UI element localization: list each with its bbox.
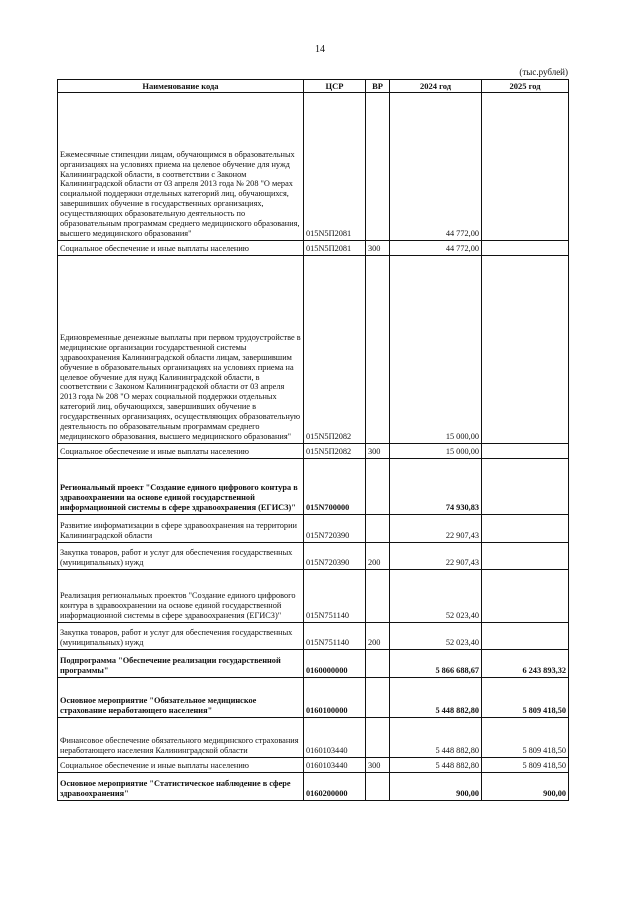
table-row bbox=[58, 570, 569, 623]
row-vr-cell: 200 bbox=[366, 623, 390, 650]
row-name-cell: Развитие информатизации в сфере здравоохранения на территории Калининградской области bbox=[58, 515, 304, 543]
row-name-cell: Социальное обеспечение и иные выплаты населению bbox=[58, 444, 304, 459]
row-name-cell: Закупка товаров, работ и услуг для обеспечения государственных (муниципальных) нужд bbox=[58, 623, 304, 650]
row-2025-cell bbox=[482, 623, 569, 650]
row-2024-cell: 22 907,43 bbox=[390, 515, 482, 543]
row-2024-cell: 74 930,83 bbox=[390, 459, 482, 515]
row-name-cell: Финансовое обеспечение обязательного медицинского страхования неработающего населения Калининградской области bbox=[58, 718, 304, 758]
table-row bbox=[58, 650, 569, 678]
row-vr-cell bbox=[366, 256, 390, 444]
row-2024-cell: 5 448 882,80 bbox=[390, 678, 482, 718]
row-name-cell: Реализация региональных проектов "Создание единого цифрового контура в здравоохранении на основе единой государственной информационной системы в сфере здравоохранения (ЕГИСЗ)" bbox=[58, 570, 304, 623]
row-2025-cell: 5 809 418,50 bbox=[482, 718, 569, 758]
table-header-row bbox=[58, 80, 569, 93]
row-2025-cell: 5 809 418,50 bbox=[482, 678, 569, 718]
row-2024-cell: 15 000,00 bbox=[390, 256, 482, 444]
row-2024-cell: 22 907,43 bbox=[390, 543, 482, 570]
header-2024: 2024 год bbox=[390, 80, 482, 93]
row-vr-cell bbox=[366, 459, 390, 515]
row-csr-cell: 015N5П2081 bbox=[304, 93, 366, 241]
header-name: Наименование кода bbox=[58, 80, 304, 93]
table-row bbox=[58, 543, 569, 570]
row-2025-cell: 5 809 418,50 bbox=[482, 758, 569, 773]
row-vr-cell bbox=[366, 515, 390, 543]
row-2025-cell bbox=[482, 256, 569, 444]
row-2025-cell bbox=[482, 241, 569, 256]
row-2025-cell bbox=[482, 93, 569, 241]
row-vr-cell: 300 bbox=[366, 758, 390, 773]
row-csr-cell: 015N720390 bbox=[304, 515, 366, 543]
row-2024-cell: 52 023,40 bbox=[390, 623, 482, 650]
row-name-cell: Основное мероприятие "Обязательное медицинское страхование неработающего населения" bbox=[58, 678, 304, 718]
row-2025-cell: 6 243 893,32 bbox=[482, 650, 569, 678]
page-number: 14 bbox=[315, 44, 325, 55]
row-name-cell: Социальное обеспечение и иные выплаты населению bbox=[58, 758, 304, 773]
row-csr-cell: 015N751140 bbox=[304, 623, 366, 650]
row-csr-cell: 015N751140 bbox=[304, 570, 366, 623]
row-csr-cell: 0160103440 bbox=[304, 758, 366, 773]
row-2025-cell: 900,00 bbox=[482, 773, 569, 801]
row-2024-cell: 900,00 bbox=[390, 773, 482, 801]
table-row bbox=[58, 678, 569, 718]
budget-table bbox=[57, 79, 569, 801]
table-row bbox=[58, 459, 569, 515]
row-name-cell: Подпрограмма "Обеспечение реализации государственной программы" bbox=[58, 650, 304, 678]
row-csr-cell: 015N700000 bbox=[304, 459, 366, 515]
row-vr-cell: 200 bbox=[366, 543, 390, 570]
row-csr-cell: 0160103440 bbox=[304, 718, 366, 758]
row-2025-cell bbox=[482, 515, 569, 543]
table-row bbox=[58, 515, 569, 543]
row-2025-cell bbox=[482, 444, 569, 459]
header-2025: 2025 год bbox=[482, 80, 569, 93]
table-row bbox=[58, 444, 569, 459]
table-body bbox=[58, 93, 569, 801]
table-row bbox=[58, 623, 569, 650]
row-name-cell: Закупка товаров, работ и услуг для обеспечения государственных (муниципальных) нужд bbox=[58, 543, 304, 570]
row-vr-cell bbox=[366, 570, 390, 623]
row-2024-cell: 5 448 882,80 bbox=[390, 758, 482, 773]
row-2024-cell: 44 772,00 bbox=[390, 93, 482, 241]
header-csr: ЦСР bbox=[304, 80, 366, 93]
row-csr-cell: 0160100000 bbox=[304, 678, 366, 718]
row-vr-cell bbox=[366, 718, 390, 758]
row-2025-cell bbox=[482, 543, 569, 570]
row-csr-cell: 015N720390 bbox=[304, 543, 366, 570]
table-row bbox=[58, 256, 569, 444]
header-vr: ВР bbox=[366, 80, 390, 93]
row-name-cell: Ежемесячные стипендии лицам, обучающимся в образовательных организациях на условиях приема на целевое обучение для нужд Калининградской области, в соответствии с Законом Калининградской области от 03 апреля 2013 года № 208 "О мерах социальной поддержки отдельных категорий лиц, обучающихся, завершивших обучение в государственных организациях, осуществляющих образовательную деятельность по образовательным программам среднего медицинского образования, высшего медицинского образования" bbox=[58, 93, 304, 241]
row-name-cell: Основное мероприятие "Статистическое наблюдение в сфере здравоохранения" bbox=[58, 773, 304, 801]
row-2024-cell: 5 448 882,80 bbox=[390, 718, 482, 758]
row-csr-cell: 0160200000 bbox=[304, 773, 366, 801]
row-name-cell: Единовременные денежные выплаты при первом трудоустройстве в медицинские организации государственной системы здравоохранения Калининградской области лицам, завершившим обучение в образовательных организациях на условиях приема на целевое обучение для нужд Калининградской области, в соответствии с Законом Калининградской области от 03 апреля 2013 года № 208 "О мерах социальной поддержки отдельных категорий лиц, обучающихся, завершивших обучение в государственных организациях, осуществляющих образовательную деятельность по образовательным программам среднего медицинского образования, высшего медицинского образования" bbox=[58, 256, 304, 444]
units-label: (тыс.рублей) bbox=[519, 67, 568, 77]
row-2024-cell: 52 023,40 bbox=[390, 570, 482, 623]
row-csr-cell: 015N5П2082 bbox=[304, 444, 366, 459]
row-vr-cell bbox=[366, 678, 390, 718]
row-csr-cell: 015N5П2082 bbox=[304, 256, 366, 444]
row-vr-cell: 300 bbox=[366, 241, 390, 256]
table-row bbox=[58, 773, 569, 801]
row-name-cell: Социальное обеспечение и иные выплаты населению bbox=[58, 241, 304, 256]
row-2024-cell: 44 772,00 bbox=[390, 241, 482, 256]
row-name-cell: Региональный проект "Создание единого цифрового контура в здравоохранении на основе единой государственной информационной системы в сфере здравоохранения (ЕГИСЗ)" bbox=[58, 459, 304, 515]
table-row bbox=[58, 718, 569, 758]
row-2025-cell bbox=[482, 570, 569, 623]
row-vr-cell bbox=[366, 773, 390, 801]
row-csr-cell: 015N5П2081 bbox=[304, 241, 366, 256]
table-row bbox=[58, 241, 569, 256]
row-vr-cell bbox=[366, 93, 390, 241]
row-vr-cell: 300 bbox=[366, 444, 390, 459]
row-2024-cell: 5 866 688,67 bbox=[390, 650, 482, 678]
row-vr-cell bbox=[366, 650, 390, 678]
table-row bbox=[58, 93, 569, 241]
row-2024-cell: 15 000,00 bbox=[390, 444, 482, 459]
row-csr-cell: 0160000000 bbox=[304, 650, 366, 678]
row-2025-cell bbox=[482, 459, 569, 515]
table-row bbox=[58, 758, 569, 773]
